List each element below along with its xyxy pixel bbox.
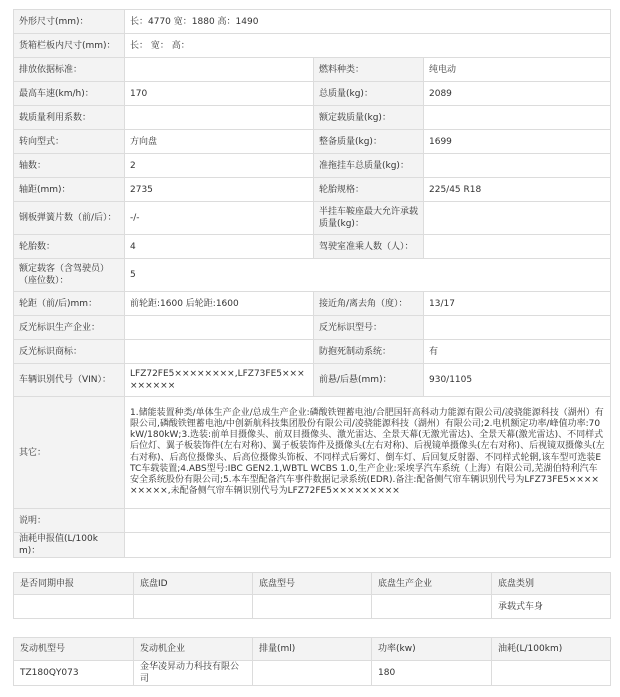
spec-row xyxy=(14,34,611,58)
spec-label: 排放依据标准： xyxy=(14,58,125,82)
engine-header: 发动机型号 xyxy=(14,638,134,661)
spec-value: 225/45 R18 xyxy=(424,178,611,202)
chassis-cell: 承载式车身 xyxy=(492,595,611,619)
engine-header: 功率(kw) xyxy=(372,638,492,661)
chassis-cell xyxy=(253,595,372,619)
spec-label: 准拖挂车总质量(kg)： xyxy=(314,154,424,178)
chassis-header: 是否同期申报 xyxy=(14,573,134,595)
spec-row xyxy=(14,178,611,202)
spec-value: 1699 xyxy=(424,130,611,154)
spec-value: 13/17 xyxy=(424,292,611,316)
spec-value: -/- xyxy=(125,202,314,235)
spec-label: 轴数： xyxy=(14,154,125,178)
spec-value xyxy=(424,154,611,178)
spec-row xyxy=(14,292,611,316)
engine-cell: TZ180QY073 xyxy=(14,661,134,686)
spec-label: 说明： xyxy=(14,509,125,533)
engine-header: 发动机企业 xyxy=(134,638,253,661)
spec-value: 2089 xyxy=(424,82,611,106)
spec-value xyxy=(125,106,314,130)
spec-value: 有 xyxy=(424,340,611,364)
spec-table xyxy=(13,9,611,558)
spec-value: 5 xyxy=(125,259,611,292)
spec-row xyxy=(14,364,611,397)
table-header-row xyxy=(14,573,611,595)
spec-value xyxy=(125,316,314,340)
spec-value: 长： 宽： 高： xyxy=(125,34,611,58)
spec-label: 轮胎规格： xyxy=(314,178,424,202)
spec-label: 货箱栏板内尺寸(mm)： xyxy=(14,34,125,58)
spec-value: 长：4770 宽：1880 高：1490 xyxy=(125,10,611,34)
spec-label: 总质量(kg)： xyxy=(314,82,424,106)
spec-row xyxy=(14,316,611,340)
spec-row xyxy=(14,202,611,235)
spec-label: 轴距(mm)： xyxy=(14,178,125,202)
spec-value xyxy=(125,509,611,533)
spec-value: 前轮距:1600 后轮距:1600 xyxy=(125,292,314,316)
chassis-header: 底盘型号 xyxy=(253,573,372,595)
spec-row xyxy=(14,340,611,364)
chassis-header: 底盘生产企业 xyxy=(372,573,492,595)
spec-row xyxy=(14,82,611,106)
spec-label: 钢板弹簧片数（前/后）： xyxy=(14,202,125,235)
spec-value: 2735 xyxy=(125,178,314,202)
spec-label: 轮胎数： xyxy=(14,235,125,259)
spec-label: 车辆识别代号（VIN）： xyxy=(14,364,125,397)
spec-label: 额定载客（含驾驶员）（座位数）： xyxy=(14,259,125,292)
spec-label: 接近角/离去角（度）： xyxy=(314,292,424,316)
table-header-row xyxy=(14,638,611,661)
spec-value: 方向盘 xyxy=(125,130,314,154)
spec-label: 防抱死制动系统： xyxy=(314,340,424,364)
spec-row xyxy=(14,130,611,154)
spec-value xyxy=(125,340,314,364)
spec-label: 外形尺寸(mm)： xyxy=(14,10,125,34)
spec-value: LFZ72FE5××××××××,LFZ73FE5××××××××× xyxy=(125,364,314,397)
spec-label: 整备质量(kg)： xyxy=(314,130,424,154)
spec-row xyxy=(14,58,611,82)
table-row xyxy=(14,595,611,619)
spec-value xyxy=(424,316,611,340)
spec-label: 转向型式： xyxy=(14,130,125,154)
spec-row xyxy=(14,10,611,34)
spec-value: 纯电动 xyxy=(424,58,611,82)
spec-value xyxy=(424,106,611,130)
spec-row xyxy=(14,106,611,130)
spec-row xyxy=(14,235,611,259)
chassis-table xyxy=(13,572,611,619)
chassis-cell xyxy=(14,595,134,619)
spec-label: 驾驶室准乘人数（人）： xyxy=(314,235,424,259)
spec-row xyxy=(14,509,611,533)
engine-cell xyxy=(253,661,372,686)
chassis-cell xyxy=(134,595,253,619)
engine-table xyxy=(13,637,611,686)
spec-row xyxy=(14,154,611,178)
spec-value xyxy=(125,533,611,558)
spec-label: 反光标识商标： xyxy=(14,340,125,364)
chassis-cell xyxy=(372,595,492,619)
spec-row xyxy=(14,259,611,292)
spec-value: 930/1105 xyxy=(424,364,611,397)
spec-label: 额定载质量(kg)： xyxy=(314,106,424,130)
chassis-header: 底盘ID xyxy=(134,573,253,595)
spec-value: 4 xyxy=(125,235,314,259)
chassis-header: 底盘类别 xyxy=(492,573,611,595)
spec-label: 油耗申报值(L/100km)： xyxy=(14,533,125,558)
spec-row xyxy=(14,397,611,509)
spec-label: 前悬/后悬(mm)： xyxy=(314,364,424,397)
engine-header: 油耗(L/100km) xyxy=(492,638,611,661)
spec-label: 半挂车鞍座最大允许承载质量(kg)： xyxy=(314,202,424,235)
spec-value xyxy=(424,202,611,235)
spec-note: 1.储能装置种类/单体生产企业/总成生产企业:磷酸铁锂蓄电池/合肥国轩高科动力能源有限公司/凌骁能源科技（湖州）有限公司,磷酸铁锂蓄电池/中创新航科技集团股份有限公司/凌骁能源科技（湖州）有限公司;2.电机额定功率/峰值功率:70kW/180kW;3.选装:前单目摄像头、前双目摄像头、激光雷达、全景天幕(无激光雷达)、全景天幕(激光雷达)、不同样式后位灯、翼子板装饰件(左右对称)、翼子板装饰件及摄像头(左右对称)、后视镜单摄像头(左右对称)、后视镜双摄像头(左右对称)、后高位摄像头、后高位摄像头饰板、不同样式后雾灯、倒车灯、后回复反射器、不同样式轮辋,该车型可选装ETC车载装置;4.ABS型号:IBC GEN2.1,WBTL WCBS 1.0,生产企业:采埃孚汽车系统（上海）有限公司,芜湖伯特利汽车安全系统股份有限公司;5.本车型配备汽车事件数据记录系统(EDR).备注:配备侧气帘车辆识别代号为LFZ73FE5×××××××××,未配备侧气帘车辆识别代号为LFZ72FE5××××××××× xyxy=(125,397,611,509)
spec-label: 其它： xyxy=(14,397,125,509)
spec-label: 反光标识型号： xyxy=(314,316,424,340)
spec-label: 轮距（前/后)mm： xyxy=(14,292,125,316)
engine-header: 排量(ml) xyxy=(253,638,372,661)
engine-cell: 180 xyxy=(372,661,492,686)
spec-value: 170 xyxy=(125,82,314,106)
spec-row xyxy=(14,533,611,558)
engine-cell xyxy=(492,661,611,686)
spec-value xyxy=(424,235,611,259)
table-row xyxy=(14,661,611,686)
engine-cell: 金华凌昇动力科技有限公司 xyxy=(134,661,253,686)
spec-value xyxy=(125,58,314,82)
spec-label: 反光标识生产企业： xyxy=(14,316,125,340)
spec-label: 最高车速(km/h)： xyxy=(14,82,125,106)
spec-label: 燃料种类： xyxy=(314,58,424,82)
spec-label: 载质量利用系数： xyxy=(14,106,125,130)
spec-value: 2 xyxy=(125,154,314,178)
